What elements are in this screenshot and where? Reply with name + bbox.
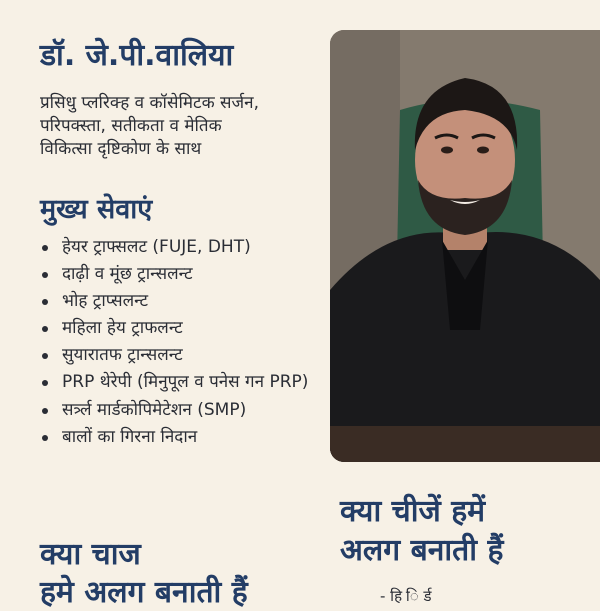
heading-line: अलग बनाती हैं	[340, 531, 590, 570]
heading-line: क्या चीजें हमें	[340, 492, 590, 531]
service-item: बालों का गिरना निदान	[40, 426, 325, 448]
services-heading: मुख्य सेवाएं	[40, 194, 152, 226]
service-item: भोह ट्राप्सलन्ट	[40, 290, 325, 312]
doctor-name: डॉ. जे.पी.वालिया	[40, 38, 233, 74]
heading-line: हमे अलग बनाती हैं	[40, 574, 310, 611]
service-item: PRP थेरेपी (मिनुपूल व पनेस गन PRP)	[40, 371, 325, 393]
doctor-tagline	[40, 92, 330, 161]
service-item: सर्त्र्ल मार्डकोपिमेटेशन (SMP)	[40, 399, 325, 421]
partial-text: - हि ि र्ड	[380, 586, 520, 606]
what-makes-us-different-heading	[340, 492, 590, 570]
service-item: हेयर ट्राफ्सलट (FUJE, DHT)	[40, 236, 325, 258]
portrait-illustration	[330, 30, 600, 462]
services-list	[40, 236, 325, 453]
service-item: दाढ़ी व मूंछ ट्रान्सलन्ट	[40, 263, 325, 285]
tagline-line: परिपक्स्ता, सतीकता व मेतिक	[40, 115, 330, 138]
tagline-line: विकित्सा दृष्टिकोण के साथ	[40, 138, 330, 161]
heading-line: क्या चाज	[40, 536, 310, 574]
service-item: सुयारातफ ट्रान्सलन्ट	[40, 344, 325, 366]
service-item: महिला हेय ट्राफलन्ट	[40, 317, 325, 339]
doctor-photo	[330, 30, 600, 462]
tagline-line: प्रसिधु प्लरिक्ह व कॉसेमिटक सर्जन,	[40, 92, 330, 115]
